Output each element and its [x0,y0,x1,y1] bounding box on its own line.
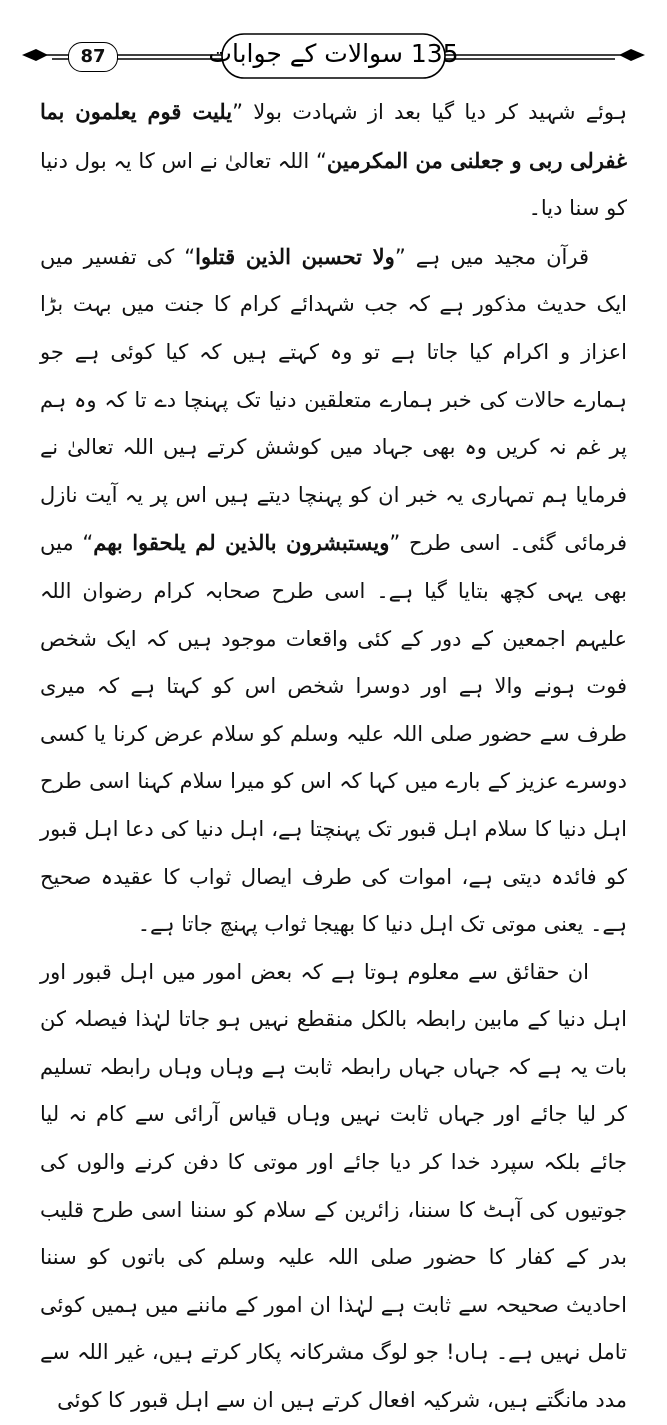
text-run: ہوئے شہید کر دیا گیا بعد از شہادت بولا ” [232,100,627,124]
page-body [40,88,627,1413]
paragraph [40,233,627,949]
paragraph [40,949,627,1425]
text-run: قرآن مجید میں ہے ” [394,244,590,269]
text-run: “ میں بھی یہی کچھ بتایا گیا ہے۔ اسی طرح صحابہ کرام رضوان اللہ علیہم اجمعین کے دور کے کئی واقعات موجود ہیں کہ ایک شخص فوت ہونے والا ہے اور دوسرا شخص اس کو کہتا ہے کہ میری طرف سے حضور صلی اللہ علیہ وسلم کو سلام عرض کرنا یا کسی دوسرے عزیز کے بارے میں کہا کہ اس کو میرا سلام کہنا اسی طرح اہل دنیا کا سلام اہل قبور تک پہنچتا ہے، اہل دنیا کی دعا اہل قبور کو فائدہ دیتی ہے، اموات کی طرف ایصال ثواب کا عقیدہ صحیح ہے۔ یعنی موتی تک اہل دنیا کا بھیجا ثواب پہنچ جاتا ہے۔ [40,531,627,937]
paragraph [40,88,627,233]
text-run: ان حقائق سے معلوم ہوتا ہے کہ بعض امور میں اہل قبور اور اہل دنیا کے مابین رابطہ بالکل منقطع نہیں ہو جاتا لہٰذا فیصلہ کن بات یہ ہے کہ جہاں جہاں رابطہ ثابت ہے وہاں وہاں رابطہ تسلیم کر لیا جائے اور جہاں ثابت نہیں وہاں قیاس آرائی سے کام نہ لیا جائے بلکہ سپرد خدا کر دیا جائے اور موتی کا دفن کرنے والوں کی جوتیوں کی آہٹ کا سننا، زائرین کے سلام کو سننا اسی طرح قلیب بدر کے کفار کا حضور صلی اللہ علیہ وسلم کی باتوں کو سننا احادیث صحیحہ سے ثابت ہے لہٰذا ان امور کے ماننے میں ہمیں کوئی تامل نہیں ہے۔ ہاں! جو لوگ مشرکانہ پکار کرتے ہیں، غیر اللہ سے مدد مانگتے ہیں، شرکیہ افعال کرتے ہیں ان سے اہل قبور کا کوئی [40,959,627,1413]
page-number: 87 [68,42,118,72]
text-run: “ کی تفسیر میں ایک حدیث مذکور ہے کہ جب شہدائے کرام کا جنت میں بہت بڑا اعزاز و اکرام کیا جاتا ہے تو وہ کہتے ہیں کہ کیا کوئی ہے جو ہمارے حالات کی خبر ہمارے متعلقین دنیا تک پہنچا دے تا کہ وہ ہم پر غم نہ کریں وہ بھی جہاد میں کوشش کرتے ہیں اللہ تعالیٰ نے فرمایا ہم تمہاری یہ خبر ان کو پہنچا دیتے ہیں اس پر یہ آیت نازل فرمائی گئی۔ اسی طرح ” [40,244,627,556]
arabic-quote: یلیت قوم یعلمون بما غفرلی ربی و جعلنی من المکرمین [40,99,627,173]
arabic-quote: ویستبشرون بالذین لم یلحقوا بھم [93,530,390,556]
book-title: 135 سوالات کے جوابات [208,39,459,68]
page-header [22,28,645,82]
arabic-quote: ولا تحسبن الذین قتلوا [195,243,395,269]
text-run: “ اللہ تعالیٰ نے اس کا یہ بول دنیا کو سنا دیا۔ [40,148,627,221]
